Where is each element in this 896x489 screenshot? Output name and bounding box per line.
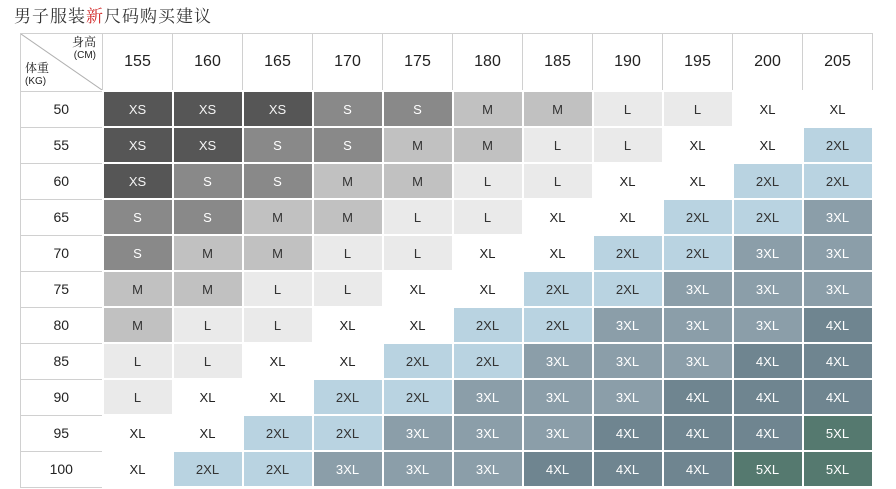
title-highlight: 新 [86,7,104,27]
header-row [21,34,873,92]
height-header-190: 190 [593,34,663,92]
table-row [21,235,873,271]
height-header-200: 200 [733,34,803,92]
size-cell: 2XL [453,343,523,379]
table-row [21,127,873,163]
size-cell: M [453,91,523,127]
size-cell: XL [663,127,733,163]
size-cell: L [243,271,313,307]
size-cell: 4XL [803,343,873,379]
size-cell: 3XL [663,343,733,379]
size-cell: 2XL [243,415,313,451]
size-cell: L [593,127,663,163]
height-axis-label [72,36,96,62]
size-cell: 3XL [663,271,733,307]
size-cell: 2XL [593,235,663,271]
size-cell: 2XL [243,451,313,487]
size-cell: 4XL [803,307,873,343]
corner-header [21,34,103,92]
table-body [21,91,873,487]
size-cell: 3XL [453,379,523,415]
size-cell: 4XL [733,343,803,379]
size-cell: L [173,343,243,379]
size-cell: XL [173,415,243,451]
size-cell: 3XL [383,451,453,487]
size-cell: M [523,91,593,127]
size-cell: XS [103,91,173,127]
size-cell: 3XL [663,307,733,343]
size-cell: 3XL [593,343,663,379]
height-header-205: 205 [803,34,873,92]
size-cell: 4XL [593,415,663,451]
size-cell: L [663,91,733,127]
size-cell: 4XL [733,415,803,451]
size-cell: XL [313,343,383,379]
size-cell: 5XL [733,451,803,487]
size-cell: 3XL [593,379,663,415]
size-cell: 5XL [803,451,873,487]
size-cell: XL [523,199,593,235]
size-cell: 2XL [383,343,453,379]
size-cell: 2XL [383,379,453,415]
size-cell: 3XL [733,307,803,343]
size-cell: 4XL [663,379,733,415]
weight-label: 体重 [25,60,50,75]
size-cell: 2XL [173,451,243,487]
size-cell: 4XL [803,379,873,415]
size-cell: 2XL [803,163,873,199]
size-cell: L [383,199,453,235]
size-cell: 3XL [523,343,593,379]
size-cell: 3XL [453,415,523,451]
size-cell: 3XL [733,271,803,307]
table-row [21,199,873,235]
size-cell: S [173,163,243,199]
size-cell: M [243,199,313,235]
size-cell: S [243,127,313,163]
weight-header-80: 80 [21,307,103,343]
size-cell: 4XL [593,451,663,487]
size-cell: XL [523,235,593,271]
size-cell: L [523,127,593,163]
size-cell: 3XL [383,415,453,451]
size-cell: M [103,307,173,343]
size-cell: 2XL [663,199,733,235]
size-cell: 2XL [663,235,733,271]
size-cell: S [313,91,383,127]
size-cell: 2XL [523,271,593,307]
height-unit: (CM) [73,50,96,61]
size-cell: XS [173,127,243,163]
size-cell: S [173,199,243,235]
size-cell: XL [593,199,663,235]
size-cell: L [243,307,313,343]
size-cell: 2XL [593,271,663,307]
table-row [21,91,873,127]
weight-header-100: 100 [21,451,103,487]
size-cell: S [243,163,313,199]
weight-header-75: 75 [21,271,103,307]
height-header-185: 185 [523,34,593,92]
table-row [21,343,873,379]
size-cell: S [103,199,173,235]
size-cell: 2XL [313,379,383,415]
size-cell: M [243,235,313,271]
weight-header-50: 50 [21,91,103,127]
height-header-165: 165 [243,34,313,92]
size-cell: M [173,271,243,307]
size-cell: XL [593,163,663,199]
size-cell: XL [733,91,803,127]
size-cell: 3XL [453,451,523,487]
weight-header-90: 90 [21,379,103,415]
page-title [14,6,212,28]
table-row [21,379,873,415]
table-row [21,307,873,343]
table-row [21,163,873,199]
size-cell: L [453,199,523,235]
size-cell: 2XL [803,127,873,163]
size-cell: 3XL [523,415,593,451]
size-cell: XL [243,379,313,415]
size-cell: L [313,235,383,271]
size-cell: XL [313,307,383,343]
size-cell: 2XL [733,199,803,235]
size-cell: 3XL [803,235,873,271]
weight-header-65: 65 [21,199,103,235]
weight-header-70: 70 [21,235,103,271]
height-header-195: 195 [663,34,733,92]
size-cell: S [383,91,453,127]
title-prefix: 男子服装 [14,7,86,27]
size-cell: XL [103,451,173,487]
size-cell: XL [243,343,313,379]
size-cell: XL [453,271,523,307]
size-cell: XL [453,235,523,271]
size-cell: XS [103,163,173,199]
size-cell: S [313,127,383,163]
size-cell: XL [173,379,243,415]
size-cell: S [103,235,173,271]
size-cell: M [453,127,523,163]
size-cell: 2XL [313,415,383,451]
size-cell: L [103,379,173,415]
size-cell: L [523,163,593,199]
size-cell: M [383,163,453,199]
height-header-170: 170 [313,34,383,92]
size-cell: L [383,235,453,271]
size-cell: XL [803,91,873,127]
table-row [21,415,873,451]
size-cell: 3XL [803,199,873,235]
weight-axis-label [25,62,49,88]
size-cell: XS [173,91,243,127]
size-cell: 4XL [523,451,593,487]
height-header-175: 175 [383,34,453,92]
size-cell: 2XL [733,163,803,199]
size-cell: 3XL [313,451,383,487]
size-cell: 4XL [663,451,733,487]
size-cell: 2XL [453,307,523,343]
height-header-180: 180 [453,34,523,92]
size-cell: 3XL [523,379,593,415]
size-cell: 3XL [733,235,803,271]
size-cell: M [173,235,243,271]
size-cell: XL [663,163,733,199]
size-cell: XS [103,127,173,163]
height-header-155: 155 [103,34,173,92]
weight-header-60: 60 [21,163,103,199]
size-chart-table [20,33,874,488]
title-suffix: 尺码购买建议 [104,7,212,27]
size-cell: L [103,343,173,379]
size-cell: M [383,127,453,163]
size-cell: L [173,307,243,343]
weight-header-95: 95 [21,415,103,451]
table-row [21,271,873,307]
size-cell: XL [103,415,173,451]
size-cell: M [103,271,173,307]
size-cell: L [313,271,383,307]
height-label: 身高 [71,35,96,49]
weight-header-85: 85 [21,343,103,379]
size-cell: 2XL [523,307,593,343]
size-cell: XL [383,271,453,307]
weight-header-55: 55 [21,127,103,163]
table-row [21,451,873,487]
size-cell: M [313,199,383,235]
size-cell: XL [733,127,803,163]
size-cell: L [593,91,663,127]
weight-unit: (KG) [25,75,47,87]
size-cell: XS [243,91,313,127]
size-cell: 3XL [803,271,873,307]
size-cell: 4XL [663,415,733,451]
size-cell: 4XL [733,379,803,415]
size-cell: 3XL [593,307,663,343]
size-cell: XL [383,307,453,343]
size-cell: M [313,163,383,199]
size-cell: 5XL [803,415,873,451]
height-header-160: 160 [173,34,243,92]
size-cell: L [453,163,523,199]
